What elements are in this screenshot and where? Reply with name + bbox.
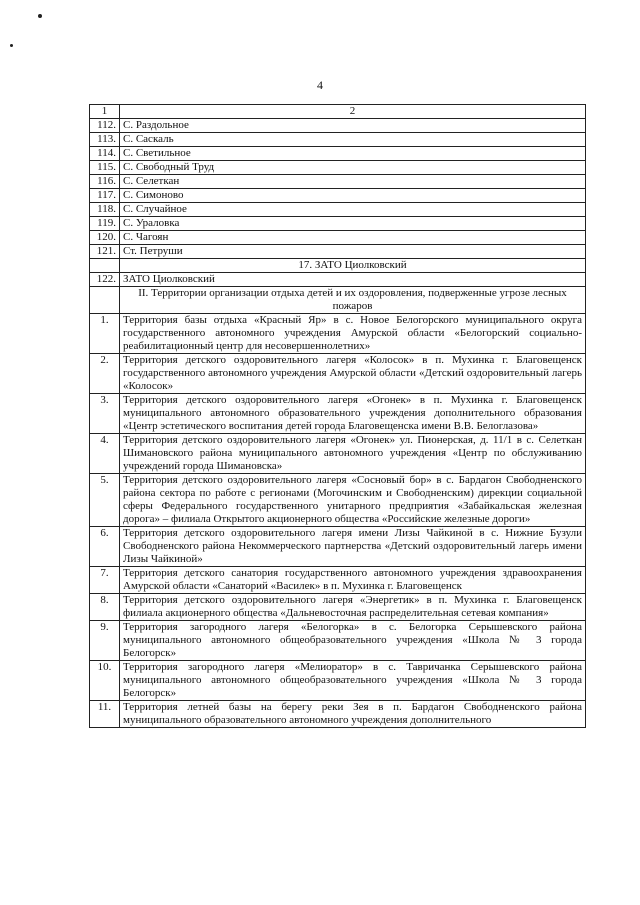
- table-row: [90, 203, 586, 217]
- table-row: [90, 527, 586, 567]
- header-col-2: 2: [120, 105, 586, 119]
- territory-description: Территория загородного лагеря «Белогорка» в с. Белогорка Серышевского района муниципального автономного общеобразовательного учреждения «Школа № 3 города Белогорск»: [120, 621, 586, 661]
- territory-description: Территория базы отдыха «Красный Яр» в с. Новое Белогорского муниципального округа государственного автономного учреждения Амурской области «Белогорский социально-реабилитационный центр для несовершеннолетних»: [120, 314, 586, 354]
- row-number: 8.: [90, 594, 120, 621]
- table-row: [90, 245, 586, 259]
- scan-speck-2: [10, 44, 13, 47]
- row-number: 116.: [90, 175, 120, 189]
- table-row: [90, 701, 586, 728]
- row-number: 119.: [90, 217, 120, 231]
- header-col-1: 1: [90, 105, 120, 119]
- table-row: [90, 133, 586, 147]
- row-number: 6.: [90, 527, 120, 567]
- settlement-name: С. Раздольное: [120, 119, 586, 133]
- empty-cell: [90, 287, 120, 314]
- row-number: 9.: [90, 621, 120, 661]
- table-row: [90, 661, 586, 701]
- table-row: [90, 287, 586, 314]
- scan-speck-1: [38, 14, 42, 18]
- settlement-name: С. Свободный Труд: [120, 161, 586, 175]
- row-number: 122.: [90, 273, 120, 287]
- row-number: 112.: [90, 119, 120, 133]
- settlement-name: С. Светильное: [120, 147, 586, 161]
- empty-cell: [90, 259, 120, 273]
- table-row: [90, 354, 586, 394]
- territory-description: Территория детского оздоровительного лагеря «Энергетик» в п. Мухинка г. Благовещенск филиала акционерного общества «Дальневосточная распределительная сетевая компания»: [120, 594, 586, 621]
- table-row: [90, 621, 586, 661]
- settlement-name: С. Саскаль: [120, 133, 586, 147]
- document-table: [89, 104, 586, 728]
- territory-description: Территория детского оздоровительного лагеря «Колосок» в п. Мухинка г. Благовещенск государственного автономного учреждения Амурской области «Детский оздоровительный лагерь «Колосок»: [120, 354, 586, 394]
- table-row: [90, 161, 586, 175]
- table-row: [90, 259, 586, 273]
- table-row: [90, 567, 586, 594]
- settlement-name: С. Случайное: [120, 203, 586, 217]
- row-number: 5.: [90, 474, 120, 527]
- section-heading-territories: II. Территории организации отдыха детей и их оздоровления, подверженные угрозе лесных пожаров: [120, 287, 586, 314]
- table-row: [90, 231, 586, 245]
- settlement-name: С. Селеткан: [120, 175, 586, 189]
- row-number: 3.: [90, 394, 120, 434]
- table-row: [90, 474, 586, 527]
- table-header-row: [90, 105, 586, 119]
- table-row: [90, 189, 586, 203]
- table-row: [90, 147, 586, 161]
- settlement-name: С. Чагоян: [120, 231, 586, 245]
- page-number: 4: [317, 78, 323, 92]
- table-row: [90, 273, 586, 287]
- table-row: [90, 175, 586, 189]
- table-row: [90, 314, 586, 354]
- table-row: [90, 119, 586, 133]
- table-row: [90, 217, 586, 231]
- row-number: 4.: [90, 434, 120, 474]
- territory-description: Территория детского оздоровительного лагеря имени Лизы Чайкиной в с. Нижние Бузули Свободненского района Некоммерческого партнерства «Детский оздоровительный лагерь имени Лизы Чайкиной»: [120, 527, 586, 567]
- row-number: 121.: [90, 245, 120, 259]
- settlement-name: Ст. Петруши: [120, 245, 586, 259]
- row-number: 2.: [90, 354, 120, 394]
- territory-description: Территория детского санатория государственного автономного учреждения здравоохранения Амурской области «Санаторий «Василек» в п. Мухинка г. Благовещенск: [120, 567, 586, 594]
- territory-description: Территория летней базы на берегу реки Зея в п. Бардагон Свободненского района муниципального образовательного автономного учреждения дополнительного: [120, 701, 586, 728]
- table-row: [90, 594, 586, 621]
- settlement-name: С. Ураловка: [120, 217, 586, 231]
- settlement-name: ЗАТО Циолковский: [120, 273, 586, 287]
- row-number: 1.: [90, 314, 120, 354]
- row-number: 117.: [90, 189, 120, 203]
- row-number: 114.: [90, 147, 120, 161]
- row-number: 118.: [90, 203, 120, 217]
- row-number: 115.: [90, 161, 120, 175]
- row-number: 10.: [90, 661, 120, 701]
- row-number: 120.: [90, 231, 120, 245]
- row-number: 7.: [90, 567, 120, 594]
- territory-description: Территория загородного лагеря «Мелиоратор» в с. Тавричанка Серышевского района муниципального автономного общеобразовательного учреждения «Школа № 3 города Белогорск»: [120, 661, 586, 701]
- territory-description: Территория детского оздоровительного лагеря «Сосновый бор» в с. Бардагон Свободненского района сектора по работе с регионами (Могочинским и Свободненским) дирекции социальной сферы Федерального государственного унитарного предприятия «Забайкальская железная дорога» – филиала Открытого акционерного общества «Российские железные дороги»: [120, 474, 586, 527]
- table-row: [90, 434, 586, 474]
- territory-description: Территория детского оздоровительного лагеря «Огонек» ул. Пионерская, д. 11/1 в с. Селеткан Шимановского района муниципального автономного учреждения «Центр по обслуживанию учреждений города Шимановска»: [120, 434, 586, 474]
- settlement-name: С. Симоново: [120, 189, 586, 203]
- section-heading-zato: 17. ЗАТО Циолковский: [120, 259, 586, 273]
- row-number: 113.: [90, 133, 120, 147]
- territory-description: Территория детского оздоровительного лагеря «Огонек» в п. Мухинка г. Благовещенск муниципального автономного образовательного учреждения дополнительного образования «Центр эстетического воспитания детей города Благовещенска имени В.В. Белоглазова»: [120, 394, 586, 434]
- row-number: 11.: [90, 701, 120, 728]
- table-row: [90, 394, 586, 434]
